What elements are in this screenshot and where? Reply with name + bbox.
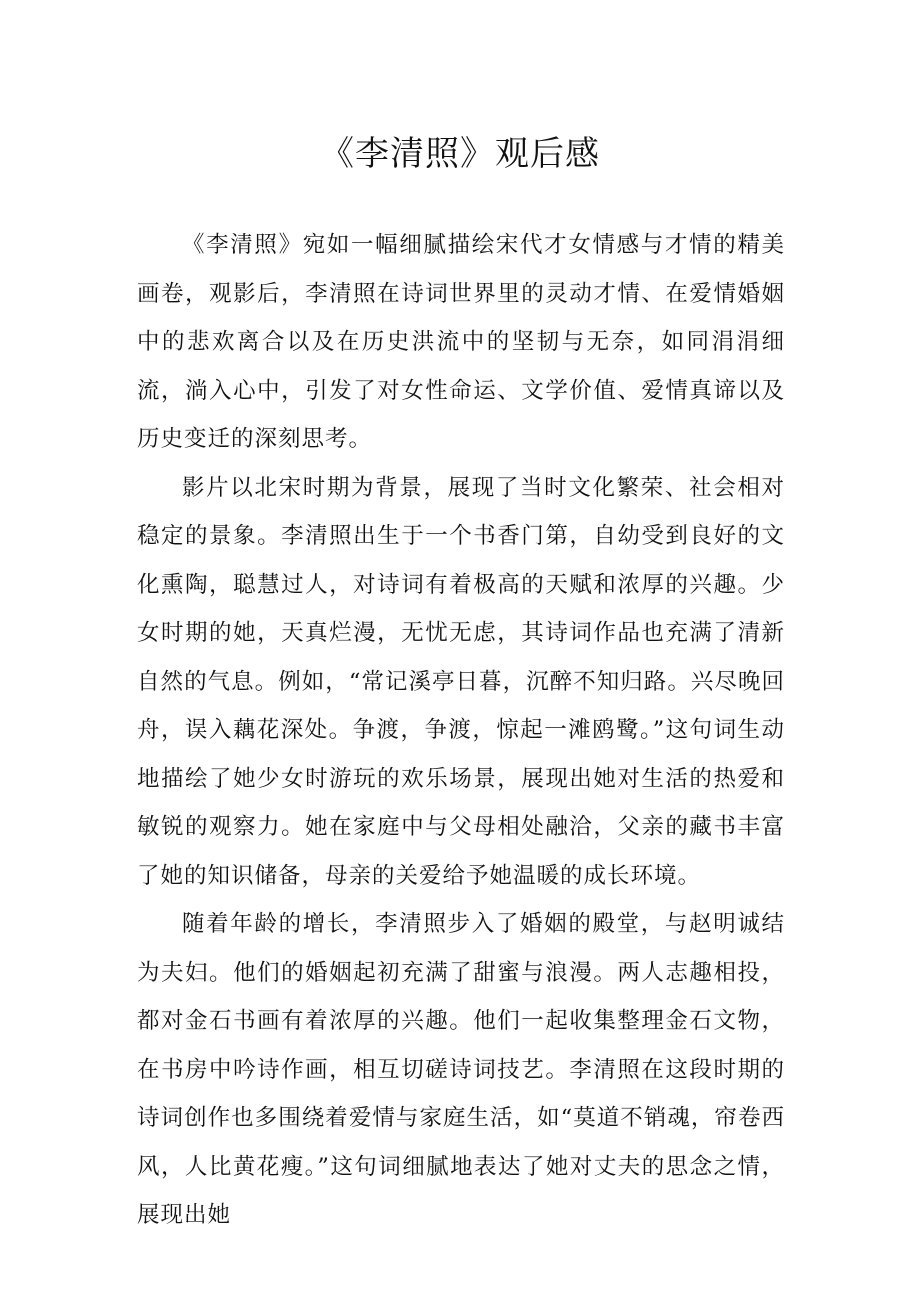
paragraph-marriage: 随着年龄的增长，李清照步入了婚姻的殿堂，与赵明诚结为夫妇。他们的婚姻起初充满了甜蜜与浪漫。两人志趣相投，都对金石书画有着浓厚的兴趣。他们一起收集整理金石文物，在书房中吟诗作画，相互切磋诗词技艺。李清照在这段时期的诗词创作也多围绕着爱情与家庭生活，如“莫道不销魂，帘卷西风，人比黄花瘦。”这句词细腻地表达了她对丈夫的思念之情，展现出她 [137,911,785,1228]
paragraph-youth: 影片以北宋时期为背景，展现了当时文化繁荣、社会相对稳定的景象。李清照出生于一个书香门第，自幼受到良好的文化熏陶，聪慧过人，对诗词有着极高的天赋和浓厚的兴趣。少女时期的她，天真烂漫，无忧无虑，其诗词作品也充满了清新自然的气息。例如，“常记溪亭日暮，沉醉不知归路。兴尽晚回舟，误入藕花深处。争渡，争渡，惊起一滩鸥鹭。”这句词生动地描绘了她少女时游玩的欢乐场景，展现出她对生活的热爱和敏锐的观察力。她在家庭中与父母相处融洽，父亲的藏书丰富了她的知识储备，母亲的关爱给予她温暖的成长环境。 [137,474,785,889]
document-body [137,221,785,1240]
paragraph-intro: 《李清照》宛如一幅细腻描绘宋代才女情感与才情的精美画卷，观影后，李清照在诗词世界里的灵动才情、在爱情婚姻中的悲欢离合以及在历史洪流中的坚韧与无奈，如同涓涓细流，淌入心中，引发了对女性命运、文学价值、爱情真谛以及历史变迁的深刻思考。 [137,232,785,452]
document-title: 《李清照》观后感 [320,134,600,174]
